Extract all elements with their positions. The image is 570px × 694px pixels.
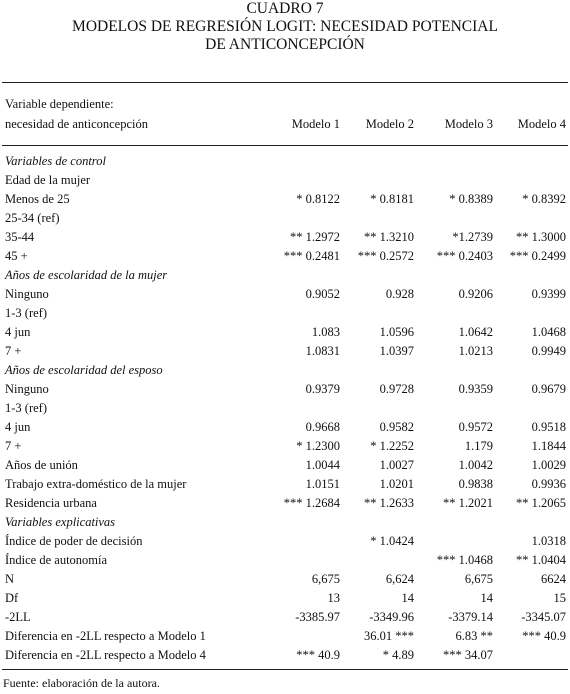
table-cell-modelo-2: 0.9582: [379, 420, 414, 434]
table-cell-modelo-1: 0.9052: [305, 287, 340, 301]
table-cell-modelo-3: 1.0642: [458, 325, 493, 339]
column-header-modelo-2: Modelo 2: [365, 117, 414, 131]
table-cell-modelo-3: 0.9572: [458, 420, 493, 434]
table-cell-modelo-1: *** 40.9: [296, 648, 340, 662]
table-cell-modelo-2: -3349.96: [369, 610, 414, 624]
top-rule: [2, 82, 568, 83]
table-cell-modelo-3: 1.0042: [458, 458, 493, 472]
table-cell-modelo-2: 1.0596: [379, 325, 414, 339]
table-cell-modelo-3: 1.179: [464, 439, 493, 453]
section-label: Años de escolaridad de la mujer: [5, 268, 168, 282]
section-label: Variables de control: [5, 154, 106, 168]
table-cell-modelo-1: 1.0831: [305, 344, 340, 358]
table-cell-modelo-3: 1.0213: [458, 344, 493, 358]
table-cell-modelo-2: 1.0201: [379, 477, 414, 491]
table-cell-modelo-4: 0.9936: [531, 477, 566, 491]
table-cell-modelo-1: 1.0044: [305, 458, 340, 472]
table-title-block: [0, 0, 570, 54]
dependent-variable-label: Variable dependiente:: [5, 97, 114, 111]
table-cell-modelo-2: 6,624: [385, 572, 414, 586]
table-cell-modelo-1: 0.9668: [305, 420, 340, 434]
table-cell-modelo-2: 14: [401, 591, 414, 605]
table-cell-modelo-3: 0.9359: [458, 382, 493, 396]
table-cell-modelo-1: * 0.8122: [296, 192, 340, 206]
row-label: Ninguno: [5, 382, 49, 396]
table-cell-modelo-4: 0.9679: [531, 382, 566, 396]
row-label: N: [5, 572, 15, 586]
table-cell-modelo-1: *** 1.2684: [283, 496, 340, 510]
table-cell-modelo-2: * 4.89: [382, 648, 414, 662]
row-label: Diferencia en -2LL respecto a Modelo 4: [5, 648, 206, 662]
table-cell-modelo-4: 1.1844: [531, 439, 566, 453]
table-cell-modelo-1: 6,675: [311, 572, 340, 586]
table-cell-modelo-2: 36.01 ***: [364, 629, 414, 643]
column-header-modelo-1: Modelo 1: [291, 117, 340, 131]
table-cell-modelo-2: * 0.8181: [370, 192, 414, 206]
table-cell-modelo-4: ** 1.2065: [516, 496, 566, 510]
table-cell-modelo-2: 1.0027: [379, 458, 414, 472]
table-cell-modelo-4: 6624: [541, 572, 566, 586]
table-cell-modelo-3: 0.9838: [458, 477, 493, 491]
table-cell-modelo-4: 1.0318: [531, 534, 566, 548]
section-label: Años de escolaridad del esposo: [5, 363, 163, 377]
table-cell-modelo-3: 0.9206: [458, 287, 493, 301]
table-cell-modelo-2: 0.9728: [379, 382, 414, 396]
row-label: 4 jun: [5, 420, 31, 434]
row-label: -2LL: [5, 610, 31, 624]
table-cell-modelo-2: * 1.2252: [370, 439, 414, 453]
table-cell-modelo-4: 0.9518: [531, 420, 566, 434]
row-label: 4 jun: [5, 325, 31, 339]
table-cell-modelo-4: 1.0029: [531, 458, 566, 472]
table-cell-modelo-3: -3379.14: [448, 610, 493, 624]
section-label: Variables explicativas: [5, 515, 116, 529]
table-cell-modelo-3: 6.83 **: [455, 629, 493, 643]
row-label: 7 +: [5, 439, 22, 453]
table-cell-modelo-4: 15: [553, 591, 566, 605]
row-label: Ninguno: [5, 287, 49, 301]
row-label: 1-3 (ref): [5, 401, 47, 415]
row-label: 7 +: [5, 344, 22, 358]
table-cell-modelo-2: 1.0397: [379, 344, 414, 358]
table-cell-modelo-2: * 1.0424: [370, 534, 414, 548]
table-cell-modelo-3: ** 1.2021: [443, 496, 493, 510]
title-line-1: MODELOS DE REGRESIÓN LOGIT: NECESIDAD POTENCIAL: [72, 18, 498, 35]
header-rule: [2, 145, 568, 146]
table-cell-modelo-1: 1.083: [311, 325, 340, 339]
table-cell-modelo-4: 1.0468: [531, 325, 566, 339]
table-cell-modelo-1: * 1.2300: [296, 439, 340, 453]
table-cell-modelo-1: ** 1.2972: [290, 230, 340, 244]
row-label: Años de unión: [5, 458, 78, 472]
table-cell-modelo-4: 0.9949: [531, 344, 566, 358]
table-cell-modelo-3: 6,675: [464, 572, 493, 586]
row-label: 25-34 (ref): [5, 211, 60, 225]
table-cell-modelo-4: *** 0.2499: [509, 249, 566, 263]
table-cell-modelo-3: *** 1.0468: [436, 553, 493, 567]
column-header-modelo-3: Modelo 3: [444, 117, 493, 131]
table-cell-modelo-4: 0.9399: [531, 287, 566, 301]
row-label: Residencia urbana: [5, 496, 97, 510]
table-cell-modelo-4: ** 1.3000: [516, 230, 566, 244]
dependent-variable-name: necesidad de anticoncepción: [5, 117, 148, 131]
table-cell-modelo-1: 0.9379: [305, 382, 340, 396]
row-label: Df: [5, 591, 19, 605]
table-cell-modelo-4: * 0.8392: [522, 192, 566, 206]
table-cell-modelo-3: *1.2739: [452, 230, 493, 244]
table-cell-modelo-1: 13: [327, 591, 340, 605]
row-label: Diferencia en -2LL respecto a Modelo 1: [5, 629, 206, 643]
table-cell-modelo-3: 14: [480, 591, 493, 605]
table-cell-modelo-2: ** 1.2633: [364, 496, 414, 510]
table-cell-modelo-1: -3385.97: [295, 610, 340, 624]
row-label: 35-44: [5, 230, 35, 244]
table-cell-modelo-3: * 0.8389: [449, 192, 493, 206]
table-cell-modelo-4: -3345.07: [521, 610, 566, 624]
cuadro-number: CUADRO 7: [246, 0, 324, 17]
table-cell-modelo-1: 1.0151: [305, 477, 340, 491]
table-cell-modelo-2: ** 1.3210: [364, 230, 414, 244]
table-cell-modelo-1: *** 0.2481: [283, 249, 340, 263]
bottom-rule: [2, 669, 568, 670]
row-label: Índice de autonomía: [5, 553, 108, 567]
table-cell-modelo-2: 0.928: [385, 287, 414, 301]
row-label: Índice de poder de decisión: [5, 534, 143, 548]
table-cell-modelo-4: *** 40.9: [522, 629, 566, 643]
table-cell-modelo-2: *** 0.2572: [357, 249, 414, 263]
table-cell-modelo-3: *** 0.2403: [436, 249, 493, 263]
row-label: Menos de 25: [5, 192, 70, 206]
row-label: 1-3 (ref): [5, 306, 47, 320]
table-cell-modelo-3: *** 34.07: [443, 648, 493, 662]
column-header-modelo-4: Modelo 4: [517, 117, 566, 131]
row-label: 45 +: [5, 249, 28, 263]
row-label: Edad de la mujer: [5, 173, 91, 187]
title-line-2: DE ANTICONCEPCIÓN: [205, 36, 365, 53]
table-cell-modelo-4: ** 1.0404: [516, 553, 566, 567]
source-note: Fuente: elaboración de la autora.: [3, 676, 160, 690]
row-label: Trabajo extra-doméstico de la mujer: [5, 477, 187, 491]
